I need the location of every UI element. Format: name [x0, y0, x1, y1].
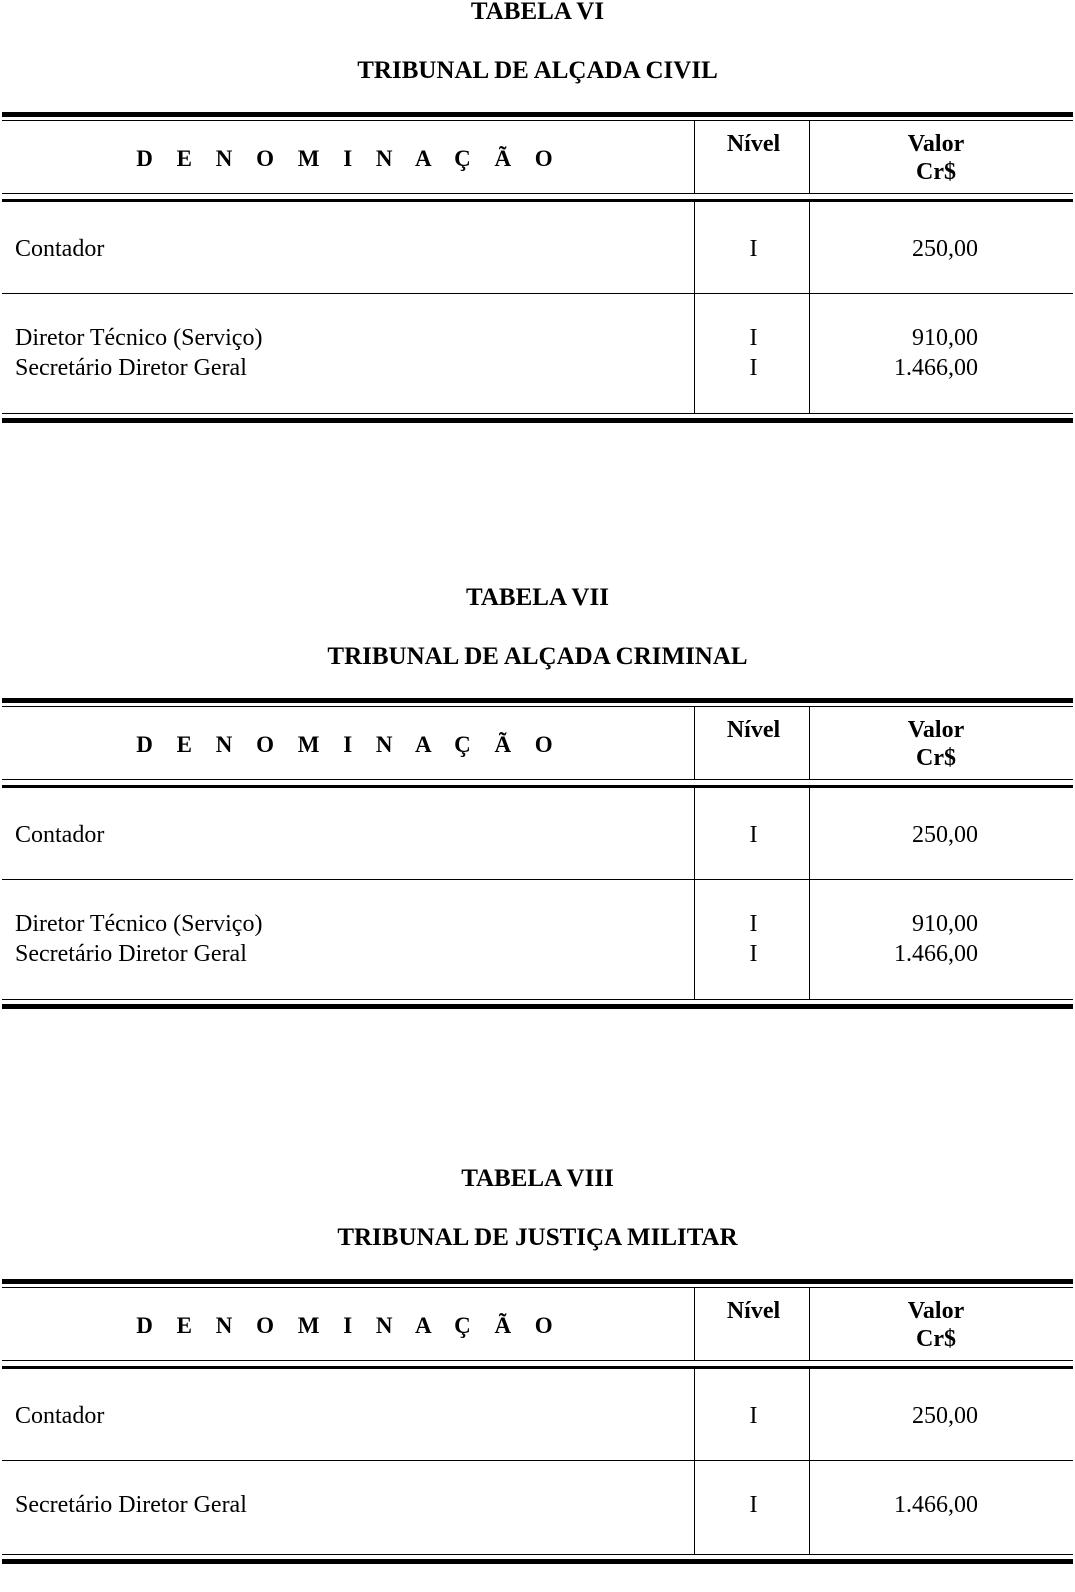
table-title: TRIBUNAL DE ALÇADA CIVIL — [357, 57, 718, 84]
header-currency: Cr$ — [916, 745, 956, 771]
header-denominacao: D E N O M I N A Ç Ã O — [136, 732, 562, 757]
row-name: Secretário Diretor Geral — [15, 355, 247, 381]
bottom-rule-thin — [2, 1554, 1073, 1555]
row-separator — [2, 293, 1073, 294]
header-rule-thin — [2, 779, 1073, 780]
header-nivel: Nível — [726, 131, 781, 157]
top-rule-thin — [2, 1287, 1073, 1288]
row-name: Contador — [15, 822, 105, 848]
row-name: Diretor Técnico (Serviço) — [15, 911, 263, 937]
top-rule-thick — [2, 112, 1073, 117]
row-separator — [2, 879, 1073, 880]
row-nivel: I — [749, 325, 758, 351]
header-nivel: Nível — [726, 1298, 781, 1324]
bottom-rule-thin — [2, 999, 1073, 1000]
column-divider — [694, 1369, 695, 1554]
row-valor: 250,00 — [912, 1403, 978, 1429]
header-nivel: Nível — [726, 717, 781, 743]
header-currency: Cr$ — [916, 159, 956, 185]
header-rule-thin — [2, 1360, 1073, 1361]
header-valor: Valor — [907, 131, 965, 157]
header-valor: Valor — [907, 717, 965, 743]
row-nivel: I — [749, 236, 758, 262]
top-rule-thin — [2, 120, 1073, 121]
table-title: TRIBUNAL DE ALÇADA CRIMINAL — [327, 643, 748, 670]
bottom-rule-thick — [2, 418, 1073, 423]
row-valor: 910,00 — [912, 325, 978, 351]
row-nivel: I — [749, 1403, 758, 1429]
header-denominacao: D E N O M I N A Ç Ã O — [136, 146, 562, 171]
table-number: TABELA VI — [470, 0, 605, 25]
header-rule-thick — [2, 199, 1073, 202]
bottom-rule-thin — [2, 413, 1073, 414]
column-divider — [694, 202, 695, 413]
row-nivel: I — [749, 941, 758, 967]
row-valor: 1.466,00 — [894, 355, 978, 381]
header-currency: Cr$ — [916, 1326, 956, 1352]
row-valor: 910,00 — [912, 911, 978, 937]
row-name: Contador — [15, 1403, 105, 1429]
table-number: TABELA VIII — [461, 1165, 614, 1192]
column-divider — [809, 1369, 810, 1554]
row-name: Contador — [15, 236, 105, 262]
header-rule-thin — [2, 193, 1073, 194]
row-valor: 1.466,00 — [894, 1492, 978, 1518]
header-valor: Valor — [907, 1298, 965, 1324]
row-name: Secretário Diretor Geral — [15, 941, 247, 967]
row-nivel: I — [749, 355, 758, 381]
top-rule-thick — [2, 698, 1073, 703]
row-separator — [2, 1460, 1073, 1461]
row-nivel: I — [749, 822, 758, 848]
row-name: Secretário Diretor Geral — [15, 1492, 247, 1518]
header-rule-thick — [2, 1366, 1073, 1369]
row-valor: 250,00 — [912, 236, 978, 262]
row-name: Diretor Técnico (Serviço) — [15, 325, 263, 351]
header-denominacao: D E N O M I N A Ç Ã O — [136, 1313, 562, 1338]
bottom-rule-thick — [2, 1559, 1073, 1564]
row-valor: 250,00 — [912, 822, 978, 848]
column-divider — [694, 788, 695, 999]
row-valor: 1.466,00 — [894, 941, 978, 967]
top-rule-thin — [2, 706, 1073, 707]
top-rule-thick — [2, 1279, 1073, 1284]
table-title: TRIBUNAL DE JUSTIÇA MILITAR — [337, 1224, 738, 1251]
table-number: TABELA VII — [466, 584, 609, 611]
row-nivel: I — [749, 911, 758, 937]
header-rule-thick — [2, 785, 1073, 788]
bottom-rule-thick — [2, 1004, 1073, 1009]
row-nivel: I — [749, 1492, 758, 1518]
